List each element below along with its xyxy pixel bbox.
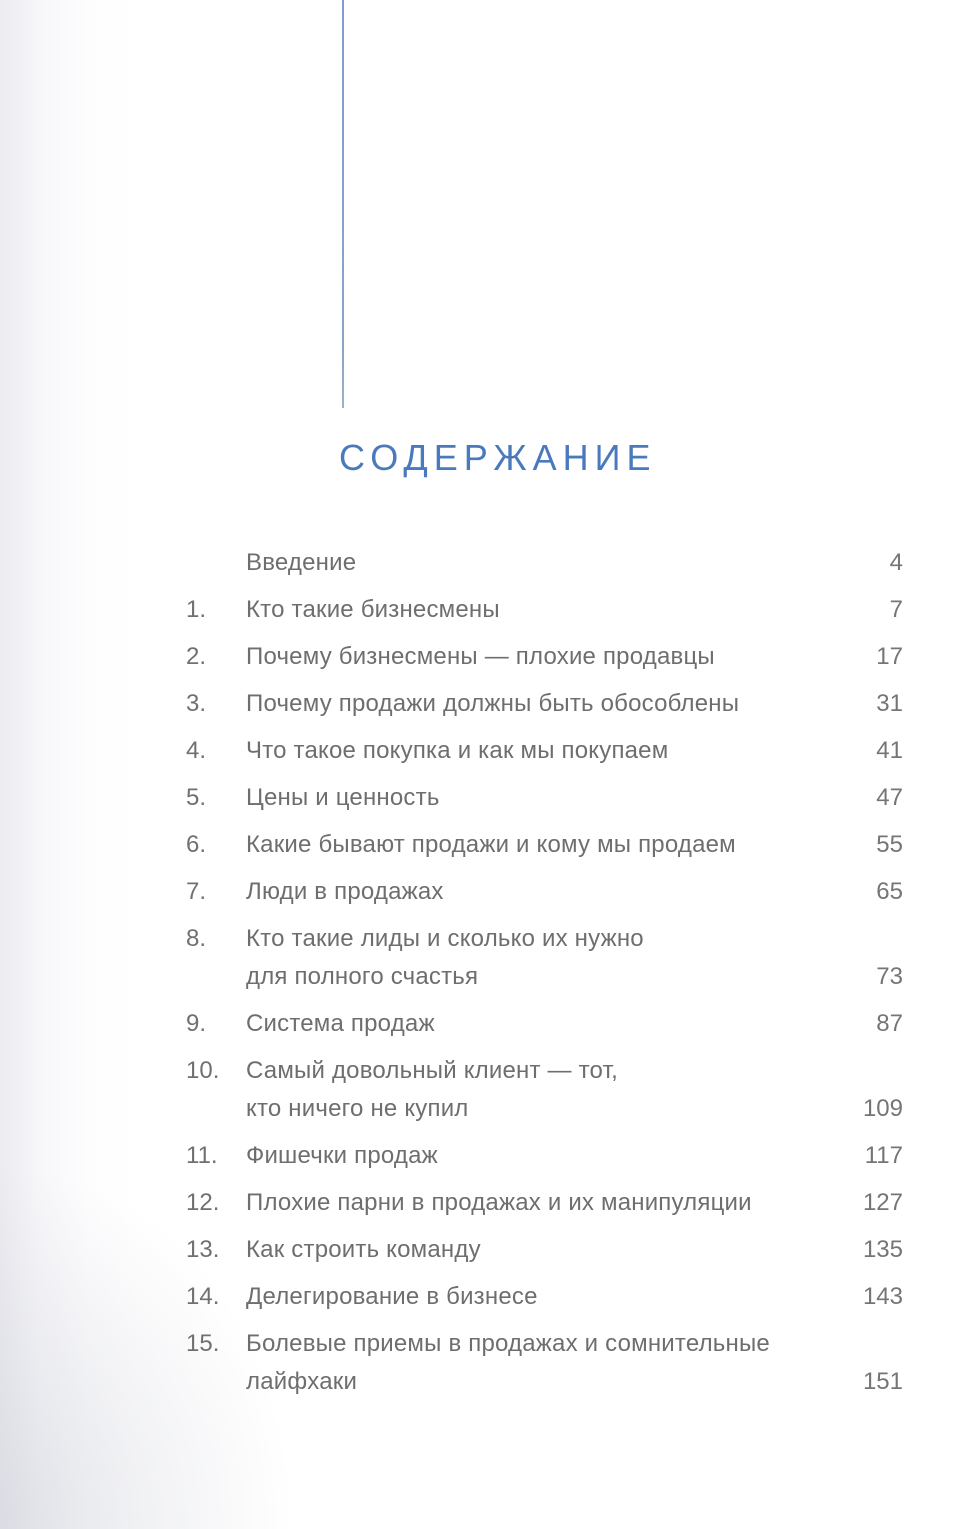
toc-entry-title: Система продаж: [246, 1010, 435, 1037]
toc-entry: [186, 1137, 903, 1175]
toc-entry-title: Делегирование в бизнесе: [246, 1283, 538, 1310]
toc-entry-number: 4.: [186, 737, 207, 764]
toc-entry-number: 14.: [186, 1283, 220, 1310]
toc-entry-page: 47: [876, 784, 903, 811]
page-title: СОДЕРЖАНИЕ: [339, 437, 657, 478]
toc-entry-number: 3.: [186, 690, 207, 717]
toc-entry: [186, 779, 903, 817]
toc-entry-page: 143: [862, 1283, 903, 1310]
toc-entry-page: 151: [862, 1368, 903, 1395]
toc-entry-page: 135: [862, 1236, 903, 1263]
toc-entry: [186, 873, 903, 911]
toc-entry-page: 4: [889, 549, 903, 576]
toc-entry-page: 41: [876, 737, 903, 764]
toc-entry-title: Как строить команду: [246, 1236, 481, 1263]
toc-entry-title: Какие бывают продажи и кому мы продаем: [246, 831, 736, 858]
toc-entry-page: 65: [876, 878, 903, 905]
decorative-vertical-rule: [342, 0, 344, 408]
toc-entry-page: 73: [876, 963, 903, 990]
toc-entry: [186, 1278, 903, 1316]
toc-entry-page: 109: [862, 1095, 903, 1122]
toc-entry: [186, 591, 903, 629]
toc-entry-page: 117: [864, 1142, 903, 1169]
toc-entry-number: 2.: [186, 643, 207, 670]
toc-entry-page: 31: [876, 690, 903, 717]
toc-entry: [186, 1325, 903, 1401]
toc-entry: [186, 1231, 903, 1269]
toc-entry: [186, 1052, 903, 1128]
toc-entry-title: Введение: [246, 549, 357, 576]
toc-entry-title: Что такое покупка и как мы покупаем: [246, 737, 669, 764]
toc-entry-number: 6.: [186, 831, 207, 858]
toc-entry-title: Самый довольный клиент — тот, кто ничего не купил: [246, 1057, 618, 1122]
toc-entry-page: 55: [876, 831, 903, 858]
toc-entry-page: 7: [889, 596, 903, 623]
toc-entry-title: Люди в продажах: [246, 878, 444, 905]
toc-entry-number: 10.: [186, 1057, 220, 1084]
toc-entry-number: 1.: [186, 596, 207, 623]
toc-entry-title: Фишечки продаж: [246, 1142, 438, 1169]
toc-entry-title: Почему продажи должны быть обособлены: [246, 690, 740, 717]
toc-entry-title: Плохие парни в продажах и их манипуляции: [246, 1189, 752, 1216]
toc-entry: [186, 638, 903, 676]
toc-entry-number: 11.: [186, 1142, 218, 1169]
toc-entry-number: 15.: [186, 1330, 220, 1357]
toc-entry: [186, 685, 903, 723]
toc-entry-number: 12.: [186, 1189, 220, 1216]
toc-list: [186, 544, 903, 1410]
toc-entry-page: 127: [862, 1189, 903, 1216]
toc-entry-number: 8.: [186, 925, 207, 952]
toc-entry: [186, 544, 903, 582]
toc-entry: [186, 920, 903, 996]
toc-entry-title: Болевые приемы в продажах и сомнительные лайфхаки: [246, 1330, 770, 1395]
toc-entry-number: 7.: [186, 878, 207, 905]
toc-entry-page: 87: [876, 1010, 903, 1037]
toc-entry: [186, 1184, 903, 1222]
toc-entry-number: 13.: [186, 1236, 220, 1263]
toc-entry-number: 5.: [186, 784, 207, 811]
toc-entry-title: Почему бизнесмены — плохие продавцы: [246, 643, 715, 670]
toc-entry-title: Кто такие бизнесмены: [246, 596, 500, 623]
toc-entry-title: Цены и ценность: [246, 784, 440, 811]
toc-entry: [186, 1005, 903, 1043]
toc-entry-number: 9.: [186, 1010, 207, 1037]
toc-entry: [186, 732, 903, 770]
toc-entry-page: 17: [876, 643, 903, 670]
toc-entry: [186, 826, 903, 864]
toc-entry-title: Кто такие лиды и сколько их нужно для полного счастья: [246, 925, 644, 990]
